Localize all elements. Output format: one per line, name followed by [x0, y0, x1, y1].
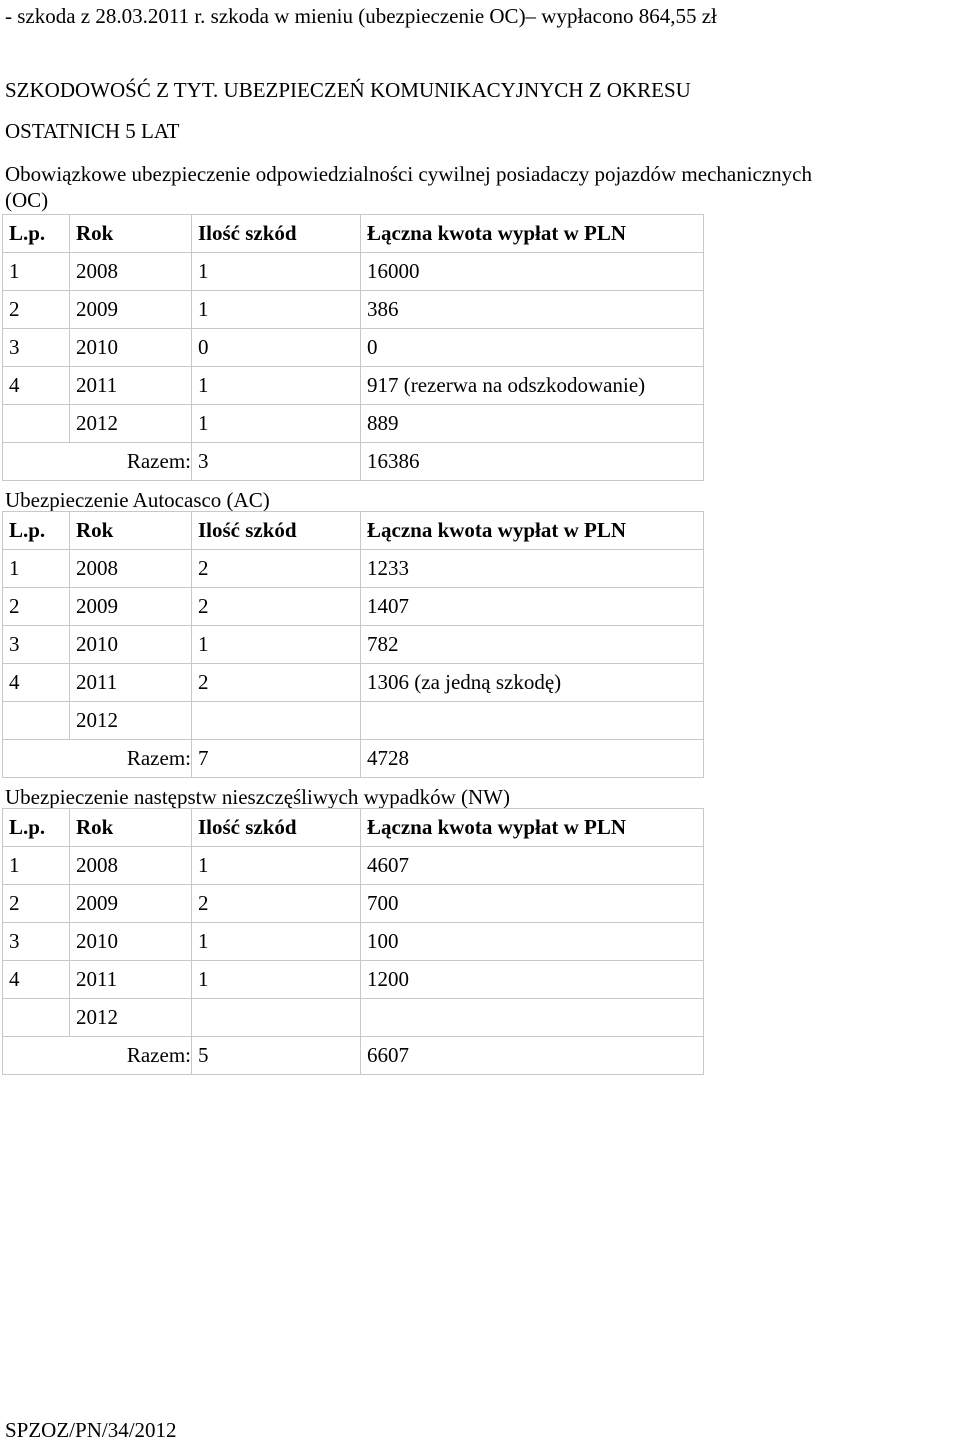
document-reference-footer: SPZOZ/PN/34/2012	[5, 1418, 177, 1442]
cell: 2009	[70, 885, 192, 923]
cell: 4	[3, 961, 70, 999]
table-header-row	[3, 215, 704, 253]
cell: 386	[361, 291, 704, 329]
table-row	[3, 588, 704, 626]
total-label: Razem:	[3, 443, 192, 481]
cell: 2012	[70, 702, 192, 740]
cell: 0	[361, 329, 704, 367]
table-row	[3, 367, 704, 405]
cell: 2	[192, 664, 361, 702]
header-cell: Rok	[70, 512, 192, 550]
total-count: 3	[192, 443, 361, 481]
total-amount: 16386	[361, 443, 704, 481]
table-row	[3, 253, 704, 291]
cell: 1	[3, 847, 70, 885]
header-cell: Łączna kwota wypłat w PLN	[361, 809, 704, 847]
header-cell: Łączna kwota wypłat w PLN	[361, 215, 704, 253]
header-cell: Łączna kwota wypłat w PLN	[361, 512, 704, 550]
cell: 1	[192, 253, 361, 291]
nw-title: Ubezpieczenie następstw nieszczęśliwych wypadków (NW)	[5, 785, 510, 809]
cell: 2008	[70, 847, 192, 885]
cell: 2011	[70, 961, 192, 999]
table-row	[3, 550, 704, 588]
cell: 1	[192, 923, 361, 961]
cell: 1306 (za jedną szkodę)	[361, 664, 704, 702]
table-header-row	[3, 809, 704, 847]
cell: 2012	[70, 999, 192, 1037]
cell	[3, 999, 70, 1037]
header-cell: Ilość szkód	[192, 512, 361, 550]
table-row	[3, 999, 704, 1037]
cell: 3	[3, 329, 70, 367]
table-header-row	[3, 512, 704, 550]
cell: 782	[361, 626, 704, 664]
table-row	[3, 702, 704, 740]
table-total-row	[3, 1037, 704, 1075]
table-row	[3, 923, 704, 961]
cell: 1407	[361, 588, 704, 626]
cell: 16000	[361, 253, 704, 291]
oc-title-line2: (OC)	[5, 188, 49, 212]
table-row	[3, 626, 704, 664]
table-row	[3, 664, 704, 702]
cell: 4	[3, 367, 70, 405]
header-cell: L.p.	[3, 215, 70, 253]
cell: 0	[192, 329, 361, 367]
ac-title: Ubezpieczenie Autocasco (AC)	[5, 488, 270, 512]
cell: 1	[3, 253, 70, 291]
cell: 2008	[70, 253, 192, 291]
cell	[361, 999, 704, 1037]
header-cell: Ilość szkód	[192, 215, 361, 253]
cell	[361, 702, 704, 740]
cell: 2009	[70, 291, 192, 329]
cell: 2011	[70, 664, 192, 702]
section-heading-line1: SZKODOWOŚĆ Z TYT. UBEZPIECZEŃ KOMUNIKACYJNYCH Z OKRESU	[5, 78, 691, 102]
cell: 2	[192, 885, 361, 923]
cell: 700	[361, 885, 704, 923]
cell: 2011	[70, 367, 192, 405]
cell	[3, 702, 70, 740]
cell: 1	[192, 626, 361, 664]
intro-line: - szkoda z 28.03.2011 r. szkoda w mieniu (ubezpieczenie OC)– wypłacono 864,55 zł	[5, 4, 717, 28]
cell: 2	[3, 291, 70, 329]
header-cell: Rok	[70, 215, 192, 253]
cell: 1	[3, 550, 70, 588]
cell: 2009	[70, 588, 192, 626]
table-row	[3, 405, 704, 443]
cell: 2010	[70, 626, 192, 664]
cell: 2	[3, 588, 70, 626]
total-amount: 6607	[361, 1037, 704, 1075]
total-amount: 4728	[361, 740, 704, 778]
cell: 3	[3, 626, 70, 664]
cell: 1	[192, 405, 361, 443]
table-row	[3, 885, 704, 923]
ac-claims-table	[2, 511, 704, 778]
table-row	[3, 291, 704, 329]
cell: 4607	[361, 847, 704, 885]
header-cell: L.p.	[3, 809, 70, 847]
cell: 2	[192, 588, 361, 626]
nw-claims-table	[2, 808, 704, 1075]
table-row	[3, 329, 704, 367]
cell: 1233	[361, 550, 704, 588]
cell: 917 (rezerwa na odszkodowanie)	[361, 367, 704, 405]
cell: 1200	[361, 961, 704, 999]
cell	[192, 702, 361, 740]
header-cell: L.p.	[3, 512, 70, 550]
oc-claims-table	[2, 214, 704, 481]
cell	[192, 999, 361, 1037]
cell: 2010	[70, 923, 192, 961]
cell: 2	[3, 885, 70, 923]
cell: 2012	[70, 405, 192, 443]
total-count: 5	[192, 1037, 361, 1075]
table-row	[3, 847, 704, 885]
cell: 3	[3, 923, 70, 961]
cell	[3, 405, 70, 443]
total-label: Razem:	[3, 1037, 192, 1075]
table-row	[3, 961, 704, 999]
cell: 2010	[70, 329, 192, 367]
cell: 2008	[70, 550, 192, 588]
cell: 100	[361, 923, 704, 961]
table-total-row	[3, 443, 704, 481]
section-heading-line2: OSTATNICH 5 LAT	[5, 119, 180, 143]
cell: 1	[192, 961, 361, 999]
cell: 889	[361, 405, 704, 443]
table-total-row	[3, 740, 704, 778]
cell: 1	[192, 847, 361, 885]
total-label: Razem:	[3, 740, 192, 778]
header-cell: Ilość szkód	[192, 809, 361, 847]
header-cell: Rok	[70, 809, 192, 847]
cell: 1	[192, 367, 361, 405]
total-count: 7	[192, 740, 361, 778]
oc-title-line1: Obowiązkowe ubezpieczenie odpowiedzialności cywilnej posiadaczy pojazdów mechanicznych	[5, 162, 813, 186]
cell: 1	[192, 291, 361, 329]
cell: 4	[3, 664, 70, 702]
cell: 2	[192, 550, 361, 588]
